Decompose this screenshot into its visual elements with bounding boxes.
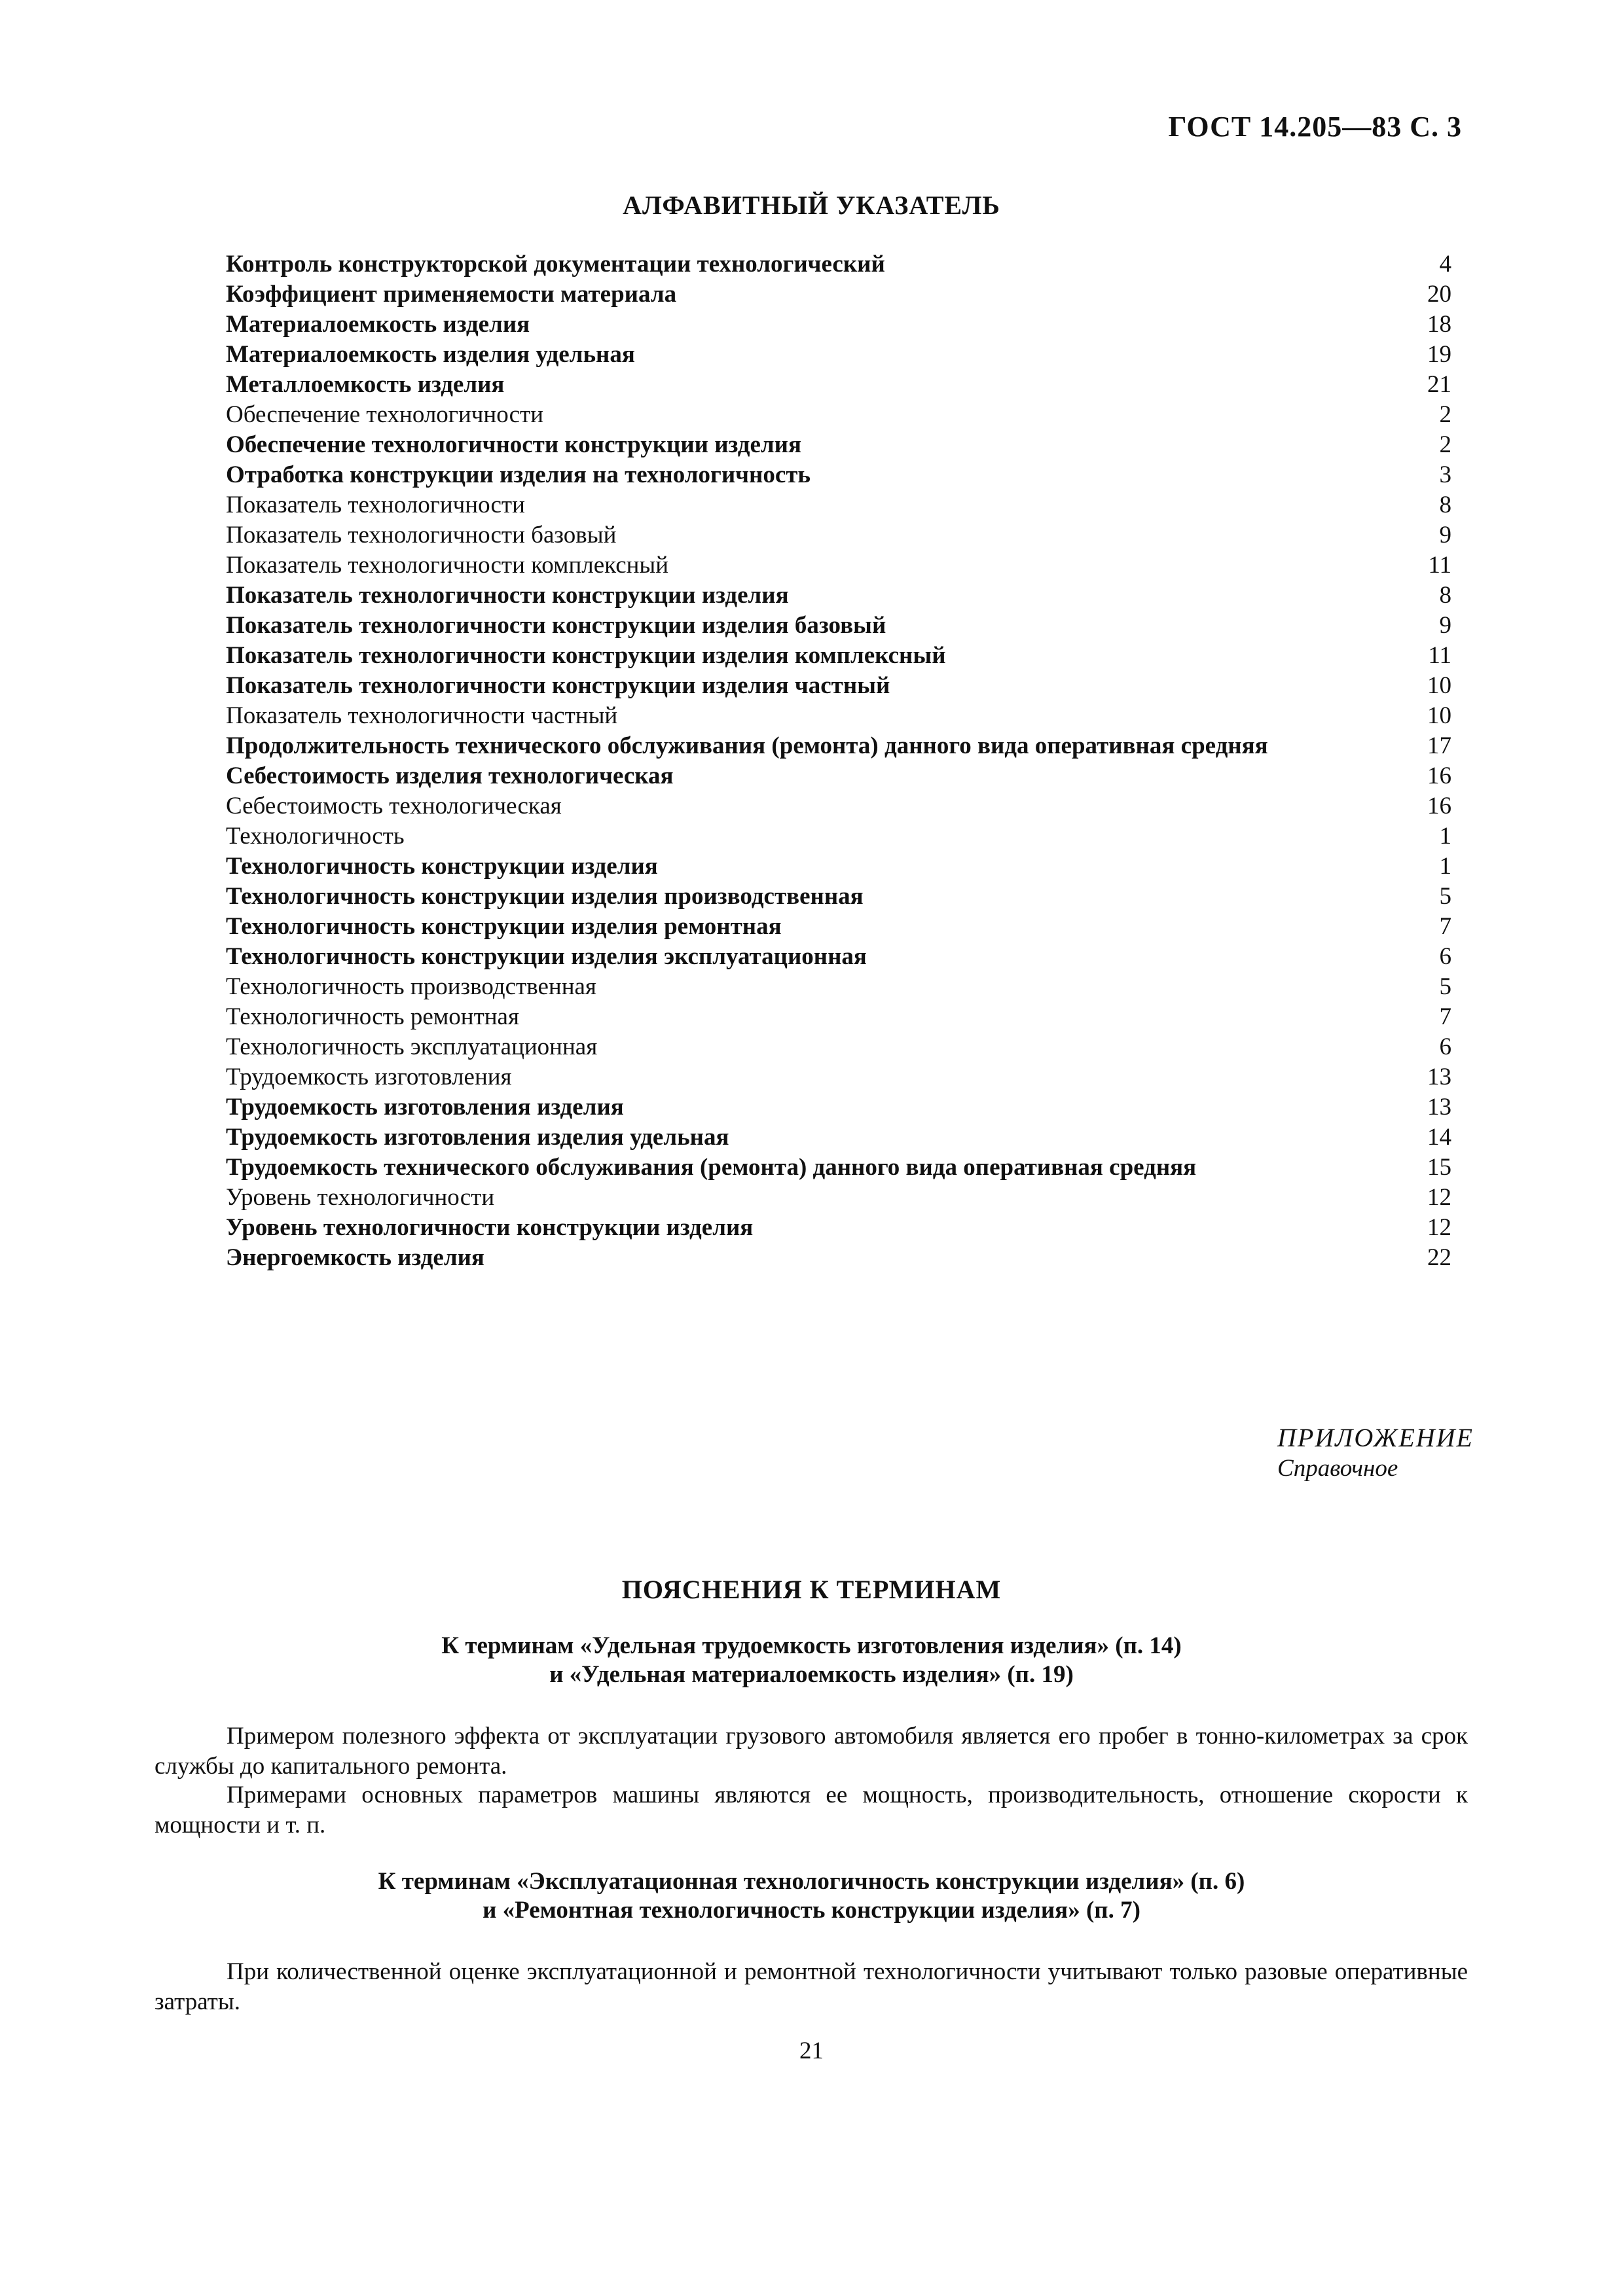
index-term: Продолжительность технического обслуживания (ремонта) данного вида оперативная средняя — [226, 732, 1268, 759]
appendix-label-block — [1277, 1422, 1474, 1482]
alphabetical-index — [226, 249, 1451, 1273]
index-term-number: 3 — [1439, 461, 1451, 488]
index-term: Показатель технологичности конструкции изделия комплексный — [226, 642, 946, 669]
index-term-number: 17 — [1427, 732, 1451, 759]
index-term-number: 6 — [1439, 1033, 1451, 1060]
index-term: Материалоемкость изделия удельная — [226, 341, 635, 368]
index-term-number: 21 — [1427, 371, 1451, 398]
index-entry — [226, 671, 1451, 701]
paragraph — [155, 1957, 1468, 2017]
index-term: Показатель технологичности комплексный — [226, 552, 669, 579]
index-entry — [226, 370, 1451, 400]
index-term: Трудоемкость изготовления — [226, 1064, 512, 1090]
index-term-number: 8 — [1439, 492, 1451, 518]
index-term-number: 2 — [1439, 431, 1451, 458]
index-term-number: 16 — [1427, 762, 1451, 789]
index-entry — [226, 942, 1451, 972]
index-term: Контроль конструкторской документации технологический — [226, 251, 885, 278]
index-term-number: 10 — [1427, 672, 1451, 699]
index-entry — [226, 279, 1451, 310]
paragraph — [155, 1780, 1468, 1840]
index-term-number: 19 — [1427, 341, 1451, 368]
index-term: Показатель технологичности частный — [226, 702, 618, 729]
index-term-number: 22 — [1427, 1244, 1451, 1271]
index-entry — [226, 490, 1451, 520]
index-entry — [226, 912, 1451, 942]
index-term: Уровень технологичности — [226, 1184, 495, 1211]
subheading-line: и «Ремонтная технологичность конструкции изделия» (п. 7) — [483, 1897, 1140, 1924]
index-term: Энергоемкость изделия — [226, 1244, 484, 1271]
index-entry — [226, 611, 1451, 641]
index-term: Технологичность конструкции изделия эксплуатационная — [226, 943, 867, 970]
index-term: Отработка конструкции изделия на технологичность — [226, 461, 811, 488]
index-entry — [226, 460, 1451, 490]
index-entry — [226, 731, 1451, 761]
index-term: Показатель технологичности базовый — [226, 522, 617, 548]
index-term-number: 1 — [1439, 823, 1451, 850]
index-entry — [226, 1032, 1451, 1062]
index-entry — [226, 761, 1451, 791]
index-term: Металлоемкость изделия — [226, 371, 505, 398]
index-term: Трудоемкость технического обслуживания (ремонта) данного вида оперативная средняя — [226, 1154, 1197, 1181]
page-number: 21 — [799, 2037, 824, 2064]
index-term: Показатель технологичности конструкции изделия частный — [226, 672, 890, 699]
index-term-number: 13 — [1427, 1094, 1451, 1121]
index-entry — [226, 249, 1451, 279]
index-term: Обеспечение технологичности конструкции изделия — [226, 431, 801, 458]
index-term: Показатель технологичности конструкции изделия базовый — [226, 612, 886, 639]
index-term: Материалоемкость изделия — [226, 311, 530, 338]
index-term-number: 1 — [1439, 853, 1451, 880]
index-entry — [226, 340, 1451, 370]
index-term-number: 5 — [1439, 973, 1451, 1000]
index-term: Показатель технологичности конструкции изделия — [226, 582, 789, 609]
index-term-number: 8 — [1439, 582, 1451, 609]
index-term-number: 11 — [1428, 642, 1451, 669]
subheading-terms-6-7 — [0, 1867, 1623, 1925]
index-term: Трудоемкость изготовления изделия — [226, 1094, 624, 1121]
subheading-line: и «Удельная материалоемкость изделия» (п. 19) — [549, 1661, 1074, 1688]
index-entry — [226, 791, 1451, 821]
index-term-number: 10 — [1427, 702, 1451, 729]
index-term-number: 12 — [1427, 1214, 1451, 1241]
index-entry — [226, 1153, 1451, 1183]
index-term: Трудоемкость изготовления изделия удельная — [226, 1124, 729, 1151]
paragraph-text: При количественной оценке эксплуатационной и ремонтной технологичности учитывают только разовые оперативные затраты. — [155, 1958, 1468, 2015]
index-entry — [226, 310, 1451, 340]
section-title: ПОЯСНЕНИЯ К ТЕРМИНАМ — [621, 1575, 1002, 1604]
subheading-terms-14-19 — [0, 1632, 1623, 1689]
index-term-number: 18 — [1427, 311, 1451, 338]
index-term-number: 7 — [1439, 913, 1451, 940]
page-header: ГОСТ 14.205—83 С. 3 — [1168, 111, 1462, 143]
index-entry — [226, 1243, 1451, 1273]
index-term: Технологичность конструкции изделия ремонтная — [226, 913, 782, 940]
index-term-number: 9 — [1439, 612, 1451, 639]
index-entry — [226, 852, 1451, 882]
appendix-type: Справочное — [1277, 1455, 1398, 1482]
index-title: АЛФАВИТНЫЙ УКАЗАТЕЛЬ — [623, 190, 1000, 220]
paragraph-text: Примерами основных параметров машины являются ее мощность, производительность, отношение скорости к мощности и т. п. — [155, 1782, 1468, 1839]
index-term: Коэффициент применяемости материала — [226, 281, 677, 308]
index-term-number: 6 — [1439, 943, 1451, 970]
index-term: Технологичность ремонтная — [226, 1003, 519, 1030]
index-term: Уровень технологичности конструкции изделия — [226, 1214, 754, 1241]
index-entry — [226, 1002, 1451, 1032]
index-term: Технологичность эксплуатационная — [226, 1033, 598, 1060]
index-entry — [226, 550, 1451, 581]
index-entry — [226, 1092, 1451, 1122]
index-term-number: 16 — [1427, 793, 1451, 819]
index-entry — [226, 1062, 1451, 1092]
index-term-number: 13 — [1427, 1064, 1451, 1090]
index-entry — [226, 1213, 1451, 1243]
index-term: Себестоимость технологическая — [226, 793, 562, 819]
index-term-number: 14 — [1427, 1124, 1451, 1151]
index-entry — [226, 1122, 1451, 1153]
index-term-number: 12 — [1427, 1184, 1451, 1211]
index-entry — [226, 430, 1451, 460]
index-entry — [226, 1183, 1451, 1213]
index-term-number: 2 — [1439, 401, 1451, 428]
index-entry — [226, 701, 1451, 731]
index-term: Себестоимость изделия технологическая — [226, 762, 674, 789]
index-term-number: 20 — [1427, 281, 1451, 308]
index-term-number: 7 — [1439, 1003, 1451, 1030]
paragraph-text: Примером полезного эффекта от эксплуатации грузового автомобиля является его пробег в тонно-километрах за срок службы до капитального ремонта. — [155, 1723, 1468, 1780]
index-entry — [226, 882, 1451, 912]
index-term-number: 5 — [1439, 883, 1451, 910]
index-term: Технологичность производственная — [226, 973, 596, 1000]
subheading-line: К терминам «Удельная трудоемкость изготовления изделия» (п. 14) — [441, 1632, 1182, 1659]
appendix-label: ПРИЛОЖЕНИЕ — [1277, 1423, 1474, 1452]
index-term-number: 4 — [1439, 251, 1451, 278]
index-term-number: 9 — [1439, 522, 1451, 548]
index-term: Показатель технологичности — [226, 492, 525, 518]
subheading-line: К терминам «Эксплуатационная технологичность конструкции изделия» (п. 6) — [378, 1868, 1245, 1895]
index-entry — [226, 400, 1451, 430]
index-entry — [226, 821, 1451, 852]
index-term-number: 15 — [1427, 1154, 1451, 1181]
index-term-number: 11 — [1428, 552, 1451, 579]
index-term: Технологичность конструкции изделия — [226, 853, 658, 880]
index-term: Технологичность — [226, 823, 405, 850]
paragraph — [155, 1721, 1468, 1782]
index-entry — [226, 581, 1451, 611]
index-term: Обеспечение технологичности — [226, 401, 544, 428]
index-term: Технологичность конструкции изделия производственная — [226, 883, 864, 910]
index-entry — [226, 520, 1451, 550]
index-entry — [226, 972, 1451, 1002]
index-entry — [226, 641, 1451, 671]
